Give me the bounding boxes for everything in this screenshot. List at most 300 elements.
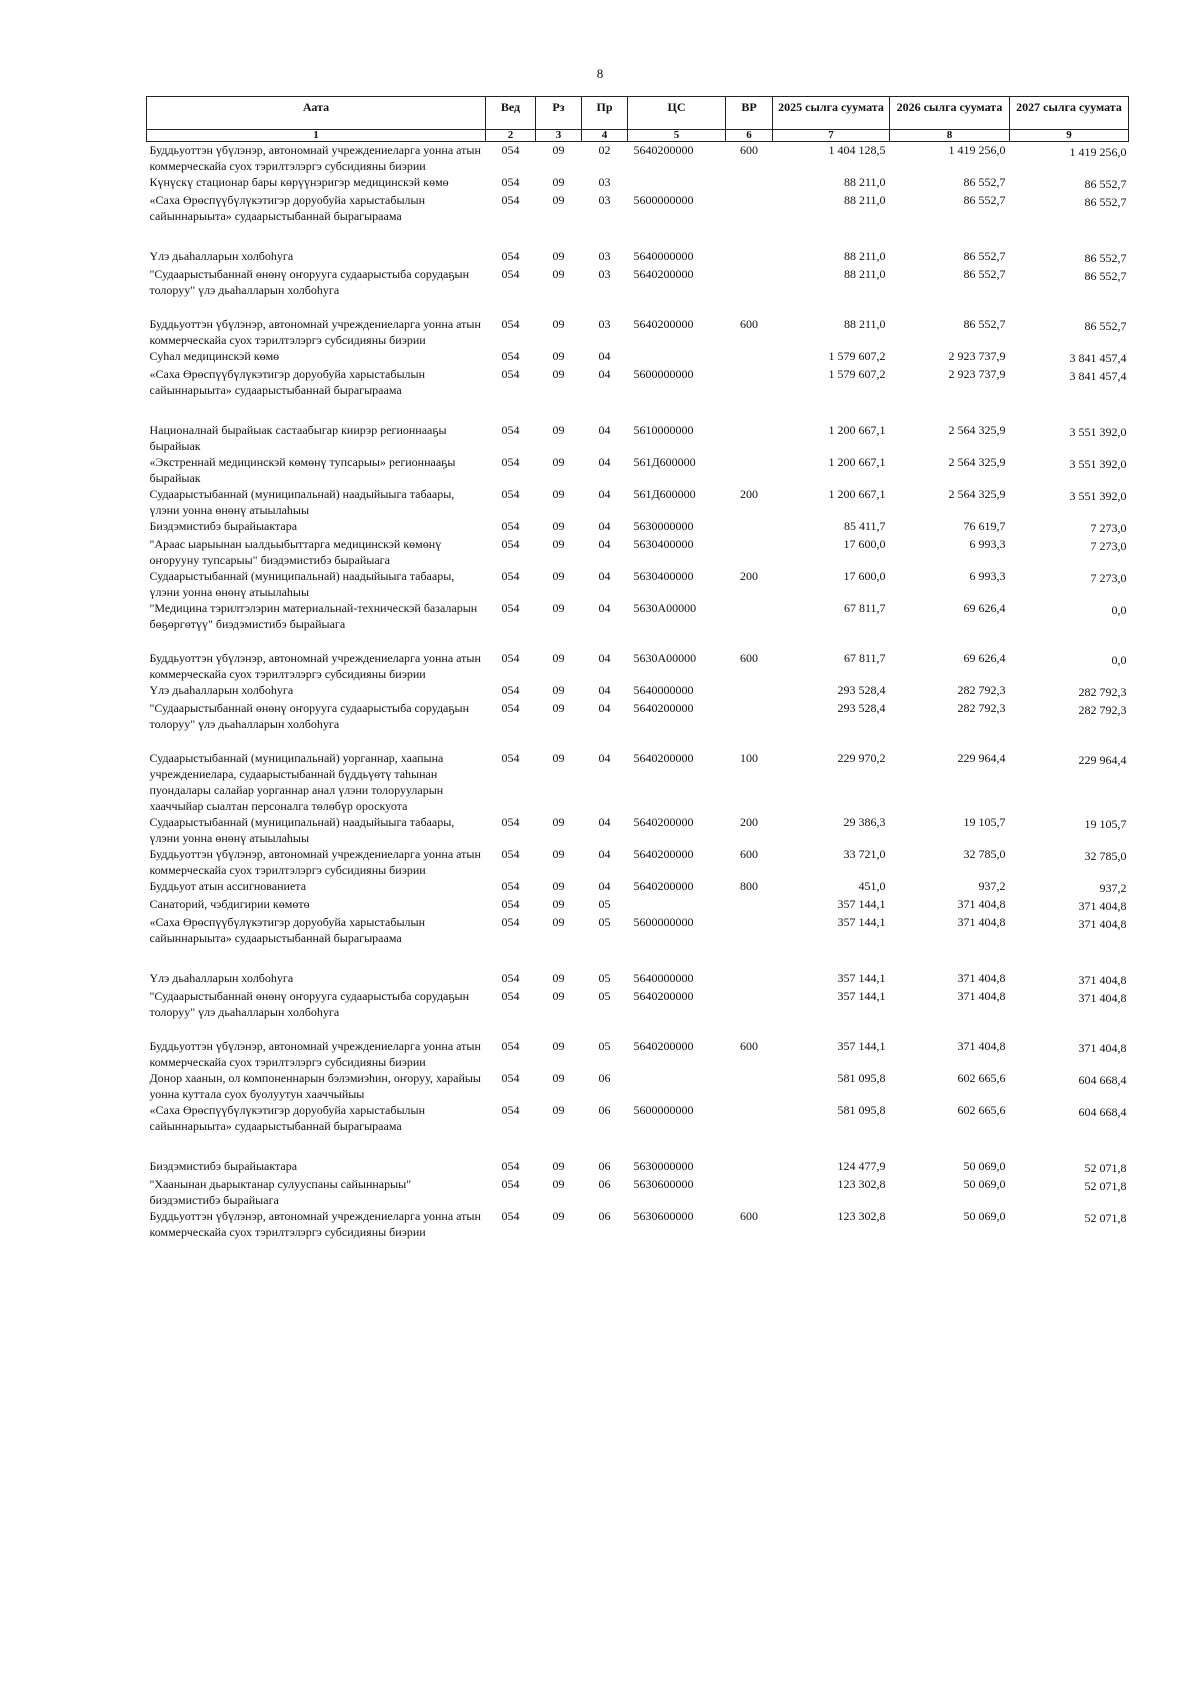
row-pr: 05 — [598, 915, 611, 929]
column-number: 3 — [536, 130, 582, 142]
row-vr — [726, 970, 773, 988]
row-amount-2027: 86 552,7 — [1084, 269, 1127, 283]
header-name: Аата — [147, 97, 486, 130]
row-vr — [726, 1102, 773, 1158]
header-pr: Пр — [582, 97, 628, 130]
table-row — [147, 316, 1129, 348]
row-amount-2026: 602 665,6 — [957, 1071, 1006, 1085]
row-rz: 09 — [552, 601, 565, 615]
row-name: Донор хаанын, ол компоненнарын бэлэмиэһин, оҥоруу, харайыы уонна куттала суох буолуутун хааччыйыы — [149, 1071, 481, 1101]
row-rz: 09 — [552, 1103, 565, 1117]
row-vr — [726, 896, 773, 914]
row-vr: 200 — [740, 569, 758, 583]
budget-table-container — [146, 96, 1128, 1240]
row-amount-2025: 357 144,1 — [837, 971, 886, 985]
row-ved: 054 — [501, 847, 520, 861]
row-pr: 05 — [598, 989, 611, 1003]
row-name: Буддьуоттэн үбүлэнэр, автономнай учреждениеларга уонна атын коммерческайа суох тэрилтэлэргэ субсидияны биэрии — [149, 1209, 481, 1239]
row-ved: 054 — [501, 267, 520, 281]
row-amount-2025: 451,0 — [858, 879, 886, 893]
row-ved: 054 — [501, 1039, 520, 1053]
row-vr — [726, 600, 773, 650]
row-rz: 09 — [552, 569, 565, 583]
table-row — [147, 650, 1129, 682]
table-row — [147, 600, 1129, 650]
row-amount-2026: 371 404,8 — [957, 989, 1006, 1003]
row-amount-2027: 19 105,7 — [1084, 817, 1127, 831]
row-amount-2025: 88 211,0 — [843, 175, 886, 189]
row-pr: 04 — [598, 879, 611, 893]
row-amount-2027: 7 273,0 — [1090, 521, 1127, 535]
row-rz: 09 — [552, 879, 565, 893]
table-row — [147, 750, 1129, 814]
row-cs: 5630400000 — [633, 569, 694, 583]
row-cs: 5640200000 — [633, 317, 694, 331]
row-amount-2026: 282 792,3 — [957, 701, 1006, 715]
row-vr — [726, 348, 773, 366]
row-ved: 054 — [501, 537, 520, 551]
row-pr: 03 — [598, 193, 611, 207]
row-cs — [628, 174, 726, 192]
row-ved: 054 — [501, 487, 520, 501]
row-amount-2027: 7 273,0 — [1090, 571, 1127, 585]
row-rz: 09 — [552, 701, 565, 715]
row-amount-2026: 86 552,7 — [963, 317, 1006, 331]
page-number: 8 — [596, 66, 604, 81]
row-ved: 054 — [501, 1159, 520, 1173]
row-amount-2025: 88 211,0 — [843, 267, 886, 281]
row-name: Биэдэмистибэ бырайыактара — [149, 1159, 298, 1173]
row-name: Үлэ дьаһалларын холбоһуга — [149, 249, 294, 263]
row-amount-2027: 3 551 392,0 — [1069, 489, 1127, 503]
header-2026: 2026 сылга суумата — [890, 97, 1010, 130]
row-amount-2025: 17 600,0 — [843, 569, 886, 583]
row-vr — [726, 700, 773, 750]
header-vr: ВР — [726, 97, 773, 130]
row-ved: 054 — [501, 915, 520, 929]
table-row — [147, 846, 1129, 878]
row-name: Судаарыстыбаннай (муниципальнай) наадыйыыга табаары, үлэни уонна өнөнү атыылаһыы — [149, 487, 455, 517]
row-cs: 5640200000 — [633, 989, 694, 1003]
row-amount-2027: 937,2 — [1099, 881, 1127, 895]
row-name: Буддьуот атын ассигнованиета — [149, 879, 307, 893]
row-amount-2026: 19 105,7 — [963, 815, 1006, 829]
row-amount-2026: 1 419 256,0 — [948, 143, 1006, 157]
row-amount-2026: 76 619,7 — [963, 519, 1006, 533]
header-ved: Вед — [486, 97, 536, 130]
row-rz: 09 — [552, 423, 565, 437]
row-amount-2027: 0,0 — [1111, 603, 1127, 617]
row-rz: 09 — [552, 1209, 565, 1223]
table-row — [147, 1070, 1129, 1102]
row-pr: 04 — [598, 487, 611, 501]
row-amount-2025: 67 811,7 — [843, 651, 886, 665]
row-ved: 054 — [501, 897, 520, 911]
row-amount-2025: 33 721,0 — [843, 847, 886, 861]
row-rz: 09 — [552, 751, 565, 765]
row-cs: 5630А00000 — [633, 651, 697, 665]
row-vr — [726, 1070, 773, 1102]
row-cs: 5630000000 — [633, 1159, 694, 1173]
row-rz: 09 — [552, 1071, 565, 1085]
row-vr: 200 — [740, 487, 758, 501]
row-amount-2026: 2 564 325,9 — [948, 455, 1006, 469]
row-pr: 04 — [598, 683, 611, 697]
row-rz: 09 — [552, 455, 565, 469]
row-amount-2027: 282 792,3 — [1078, 703, 1127, 717]
row-amount-2026: 2 564 325,9 — [948, 423, 1006, 437]
column-number: 1 — [147, 130, 486, 142]
column-number: 5 — [628, 130, 726, 142]
row-ved: 054 — [501, 349, 520, 363]
row-cs: 5630600000 — [633, 1209, 694, 1223]
row-ved: 054 — [501, 601, 520, 615]
row-name: Судаарыстыбаннай (муниципальнай) наадыйыыга табаары, үлэни уонна өнөнү атыылаһыы — [149, 815, 455, 845]
row-cs: 5640200000 — [633, 1039, 694, 1053]
row-vr — [726, 366, 773, 422]
row-amount-2025: 85 411,7 — [843, 519, 886, 533]
table-body — [147, 142, 1129, 1241]
table-row — [147, 700, 1129, 750]
row-name: Судаарыстыбаннай (муниципальнай) наадыйыыга табаары, үлэни уонна өнөнү атыылаһыы — [149, 569, 455, 599]
row-vr: 800 — [740, 879, 758, 893]
row-pr: 04 — [598, 751, 611, 765]
row-amount-2027: 86 552,7 — [1084, 195, 1127, 209]
row-name: "Судаарыстыбаннай өнөнү оҥорууга судаарыстыба сорудаҕын толоруу" үлэ дьаһалларын холбоһуга — [149, 267, 470, 297]
row-amount-2027: 3 551 392,0 — [1069, 457, 1127, 471]
row-amount-2025: 17 600,0 — [843, 537, 886, 551]
row-rz: 09 — [552, 317, 565, 331]
row-cs — [628, 348, 726, 366]
row-vr — [726, 248, 773, 266]
row-rz: 09 — [552, 249, 565, 263]
row-vr: 600 — [740, 143, 758, 157]
header-2025: 2025 сылга суумата — [773, 97, 890, 130]
row-amount-2025: 29 386,3 — [843, 815, 886, 829]
row-cs: 5640000000 — [633, 683, 694, 697]
row-amount-2026: 50 069,0 — [963, 1177, 1006, 1191]
row-amount-2027: 3 551 392,0 — [1069, 425, 1127, 439]
row-rz: 09 — [552, 537, 565, 551]
row-cs: 5640200000 — [633, 267, 694, 281]
row-name: Үлэ дьаһалларын холбоһуга — [149, 971, 294, 985]
row-amount-2027: 371 404,8 — [1078, 899, 1127, 913]
header-cs: ЦС — [628, 97, 726, 130]
row-rz: 09 — [552, 1177, 565, 1191]
row-name: "Медицина тэрилтэлэрин материальнай-техническэй базаларын бөҕөргөтүү" биэдэмистибэ бырайыага — [149, 601, 478, 631]
row-amount-2027: 1 419 256,0 — [1069, 145, 1127, 159]
row-name: Буддьуоттэн үбүлэнэр, автономнай учреждениеларга уонна атын коммерческайа суох тэрилтэлэргэ субсидияны биэрии — [149, 651, 481, 681]
row-amount-2025: 357 144,1 — [837, 989, 886, 1003]
row-name: Буддьуоттэн үбүлэнэр, автономнай учреждениеларга уонна атын коммерческайа суох тэрилтэлэргэ субсидияны биэрии — [149, 1039, 481, 1069]
row-amount-2026: 602 665,6 — [957, 1103, 1006, 1117]
row-rz: 09 — [552, 915, 565, 929]
row-vr: 600 — [740, 651, 758, 665]
table-row — [147, 1038, 1129, 1070]
row-amount-2026: 2 923 737,9 — [948, 367, 1006, 381]
row-amount-2027: 52 071,8 — [1084, 1161, 1127, 1175]
table-row — [147, 568, 1129, 600]
row-amount-2026: 371 404,8 — [957, 915, 1006, 929]
row-amount-2025: 293 528,4 — [837, 701, 886, 715]
row-vr: 600 — [740, 317, 758, 331]
row-ved: 054 — [501, 455, 520, 469]
row-cs: 561Д600000 — [633, 455, 696, 469]
row-amount-2027: 282 792,3 — [1078, 685, 1127, 699]
row-ved: 054 — [501, 879, 520, 893]
row-amount-2027: 32 785,0 — [1084, 849, 1127, 863]
row-cs: 5600000000 — [633, 915, 694, 929]
row-amount-2026: 6 993,3 — [969, 569, 1006, 583]
row-ved: 054 — [501, 193, 520, 207]
table-row — [147, 486, 1129, 518]
row-rz: 09 — [552, 193, 565, 207]
row-ved: 054 — [501, 1209, 520, 1223]
row-amount-2027: 86 552,7 — [1084, 177, 1127, 191]
row-vr — [726, 192, 773, 248]
row-ved: 054 — [501, 519, 520, 533]
row-rz: 09 — [552, 971, 565, 985]
row-pr: 02 — [598, 143, 611, 157]
row-amount-2026: 86 552,7 — [963, 249, 1006, 263]
row-cs — [628, 896, 726, 914]
row-name: "Хаанынан дьарыктанар сулууспаны сайыннарыы" биэдэмистибэ бырайыага — [149, 1177, 412, 1207]
row-pr: 03 — [598, 175, 611, 189]
table-row — [147, 1102, 1129, 1158]
row-name: Суһал медицинскэй көмө — [149, 349, 280, 363]
row-amount-2026: 6 993,3 — [969, 537, 1006, 551]
row-ved: 054 — [501, 1103, 520, 1117]
table-row — [147, 536, 1129, 568]
row-vr — [726, 1176, 773, 1208]
table-row — [147, 348, 1129, 366]
row-vr: 200 — [740, 815, 758, 829]
row-amount-2027: 371 404,8 — [1078, 973, 1127, 987]
row-amount-2025: 229 970,2 — [837, 751, 886, 765]
row-amount-2026: 32 785,0 — [963, 847, 1006, 861]
table-row — [147, 970, 1129, 988]
row-ved: 054 — [501, 423, 520, 437]
row-ved: 054 — [501, 683, 520, 697]
column-number: 8 — [890, 130, 1010, 142]
row-rz: 09 — [552, 989, 565, 1003]
row-name: Буддьуоттэн үбүлэнэр, автономнай учреждениеларга уонна атын коммерческайа суох тэрилтэлэргэ субсидияны биэрии — [149, 143, 481, 173]
row-cs: 5640200000 — [633, 751, 694, 765]
row-amount-2025: 124 477,9 — [837, 1159, 886, 1173]
row-vr — [726, 682, 773, 700]
table-row — [147, 814, 1129, 846]
row-amount-2027: 0,0 — [1111, 653, 1127, 667]
row-amount-2025: 123 302,8 — [837, 1177, 886, 1191]
row-cs: 5600000000 — [633, 367, 694, 381]
row-cs: 5640000000 — [633, 971, 694, 985]
row-name: «Экстреннай медицинскэй көмөнү тупсарыы» регионнааҕы бырайыак — [149, 455, 456, 485]
row-pr: 04 — [598, 537, 611, 551]
row-pr: 06 — [598, 1209, 611, 1223]
row-pr: 05 — [598, 1039, 611, 1053]
row-amount-2025: 357 144,1 — [837, 915, 886, 929]
row-rz: 09 — [552, 143, 565, 157]
row-vr — [726, 914, 773, 970]
row-cs: 5600000000 — [633, 193, 694, 207]
row-cs: 5600000000 — [633, 1103, 694, 1117]
table-row — [147, 878, 1129, 896]
row-pr: 05 — [598, 971, 611, 985]
row-amount-2027: 7 273,0 — [1090, 539, 1127, 553]
header-rz: Рз — [536, 97, 582, 130]
row-amount-2027: 86 552,7 — [1084, 251, 1127, 265]
row-name: Буддьуоттэн үбүлэнэр, автономнай учреждениеларга уонна атын коммерческайа суох тэрилтэлэргэ субсидияны биэрии — [149, 847, 481, 877]
row-amount-2026: 86 552,7 — [963, 175, 1006, 189]
column-number: 2 — [486, 130, 536, 142]
table-row — [147, 192, 1129, 248]
table-header-row — [147, 97, 1129, 130]
row-ved: 054 — [501, 249, 520, 263]
row-amount-2027: 371 404,8 — [1078, 1041, 1127, 1055]
row-ved: 054 — [501, 751, 520, 765]
row-rz: 09 — [552, 651, 565, 665]
row-pr: 04 — [598, 423, 611, 437]
row-pr: 03 — [598, 249, 611, 263]
row-rz: 09 — [552, 267, 565, 281]
row-name: Судаарыстыбаннай (муниципальнай) уорганнар, хаапына учреждениелара, судаарыстыбаннай бүддьүөтү таһынан пуондалары салайар уорганнар анал үлэни толорууларын хааччыйар сыалтан персоналга төлөбүр ороскуота — [149, 751, 444, 813]
row-amount-2025: 581 095,8 — [837, 1103, 886, 1117]
row-amount-2027: 52 071,8 — [1084, 1211, 1127, 1225]
row-pr: 04 — [598, 349, 611, 363]
row-cs: 5640200000 — [633, 879, 694, 893]
row-name: "Судаарыстыбаннай өнөнү оҥорууга судаарыстыба сорудаҕын толоруу" үлэ дьаһалларын холбоһуга — [149, 989, 470, 1019]
row-vr: 600 — [740, 847, 758, 861]
row-name: "Араас ыарыынан ыалдьыбыттарга медицинскэй көмөнү оҥорууну тупсарыы" биэдэмистибэ бырайыага — [149, 537, 442, 567]
row-amount-2025: 88 211,0 — [843, 317, 886, 331]
row-rz: 09 — [552, 487, 565, 501]
row-amount-2027: 371 404,8 — [1078, 917, 1127, 931]
row-rz: 09 — [552, 1159, 565, 1173]
row-ved: 054 — [501, 701, 520, 715]
row-amount-2025: 293 528,4 — [837, 683, 886, 697]
row-ved: 054 — [501, 1177, 520, 1191]
row-amount-2025: 123 302,8 — [837, 1209, 886, 1223]
row-amount-2026: 50 069,0 — [963, 1209, 1006, 1223]
row-name: «Саха Өрөспүүбүлүкэтигэр доруобуйа харыстабылын сайыннарыыта» судаарыстыбаннай бырагыраама — [149, 367, 426, 397]
row-amount-2027: 604 668,4 — [1078, 1105, 1127, 1119]
table-row — [147, 896, 1129, 914]
row-vr: 600 — [740, 1209, 758, 1223]
column-number: 6 — [726, 130, 773, 142]
row-cs: 5630600000 — [633, 1177, 694, 1191]
row-cs: 5640000000 — [633, 249, 694, 263]
row-cs: 5630400000 — [633, 537, 694, 551]
row-amount-2025: 88 211,0 — [843, 249, 886, 263]
row-amount-2026: 282 792,3 — [957, 683, 1006, 697]
budget-table — [146, 96, 1129, 1240]
table-row — [147, 142, 1129, 175]
row-name: Биэдэмистибэ бырайыактара — [149, 519, 298, 533]
row-amount-2026: 371 404,8 — [957, 971, 1006, 985]
table-row — [147, 682, 1129, 700]
row-rz: 09 — [552, 519, 565, 533]
row-cs: 5630000000 — [633, 519, 694, 533]
row-rz: 09 — [552, 683, 565, 697]
row-vr — [726, 988, 773, 1038]
table-row — [147, 266, 1129, 316]
row-vr — [726, 518, 773, 536]
row-ved: 054 — [501, 971, 520, 985]
row-amount-2027: 371 404,8 — [1078, 991, 1127, 1005]
row-cs: 5640200000 — [633, 815, 694, 829]
row-amount-2026: 2 923 737,9 — [948, 349, 1006, 363]
row-vr — [726, 536, 773, 568]
row-amount-2027: 604 668,4 — [1078, 1073, 1127, 1087]
row-amount-2025: 1 579 607,2 — [828, 367, 886, 381]
row-amount-2025: 357 144,1 — [837, 897, 886, 911]
row-name: Буддьуоттэн үбүлэнэр, автономнай учреждениеларга уонна атын коммерческайа суох тэрилтэлэргэ субсидияны биэрии — [149, 317, 481, 347]
row-vr — [726, 266, 773, 316]
row-amount-2025: 1 200 667,1 — [828, 455, 886, 469]
row-amount-2026: 371 404,8 — [957, 1039, 1006, 1053]
row-pr: 04 — [598, 367, 611, 381]
row-pr: 04 — [598, 847, 611, 861]
row-vr — [726, 454, 773, 486]
table-row — [147, 1208, 1129, 1240]
row-rz: 09 — [552, 815, 565, 829]
row-amount-2025: 88 211,0 — [843, 193, 886, 207]
row-ved: 054 — [501, 989, 520, 1003]
table-row — [147, 914, 1129, 970]
column-number: 9 — [1010, 130, 1129, 142]
row-amount-2025: 1 200 667,1 — [828, 423, 886, 437]
row-ved: 054 — [501, 367, 520, 381]
table-row — [147, 454, 1129, 486]
row-pr: 05 — [598, 897, 611, 911]
row-amount-2026: 937,2 — [978, 879, 1006, 893]
column-number: 4 — [582, 130, 628, 142]
row-vr: 100 — [740, 751, 758, 765]
row-amount-2026: 86 552,7 — [963, 267, 1006, 281]
table-row — [147, 422, 1129, 454]
row-amount-2025: 1 579 607,2 — [828, 349, 886, 363]
row-ved: 054 — [501, 1071, 520, 1085]
row-cs: 5640200000 — [633, 143, 694, 157]
row-ved: 054 — [501, 143, 520, 157]
row-amount-2027: 229 964,4 — [1078, 753, 1127, 767]
row-cs: 5640200000 — [633, 701, 694, 715]
row-pr: 06 — [598, 1177, 611, 1191]
row-cs: 561Д600000 — [633, 487, 696, 501]
row-vr — [726, 174, 773, 192]
row-rz: 09 — [552, 1039, 565, 1053]
row-amount-2025: 1 404 128,5 — [828, 143, 886, 157]
row-pr: 04 — [598, 601, 611, 615]
table-row — [147, 988, 1129, 1038]
row-amount-2026: 69 626,4 — [963, 651, 1006, 665]
table-row — [147, 1158, 1129, 1176]
row-pr: 04 — [598, 701, 611, 715]
row-amount-2025: 581 095,8 — [837, 1071, 886, 1085]
row-cs: 5630А00000 — [633, 601, 697, 615]
row-pr: 04 — [598, 569, 611, 583]
row-rz: 09 — [552, 847, 565, 861]
row-name: Үлэ дьаһалларын холбоһуга — [149, 683, 294, 697]
row-amount-2026: 50 069,0 — [963, 1159, 1006, 1173]
row-ved: 054 — [501, 815, 520, 829]
row-vr — [726, 422, 773, 454]
row-name: «Саха Өрөспүүбүлүкэтигэр доруобуйа харыстабылын сайыннарыыта» судаарыстыбаннай бырагыраама — [149, 1103, 426, 1133]
row-amount-2027: 3 841 457,4 — [1069, 351, 1127, 365]
row-amount-2025: 357 144,1 — [837, 1039, 886, 1053]
row-amount-2026: 371 404,8 — [957, 897, 1006, 911]
row-pr: 06 — [598, 1159, 611, 1173]
